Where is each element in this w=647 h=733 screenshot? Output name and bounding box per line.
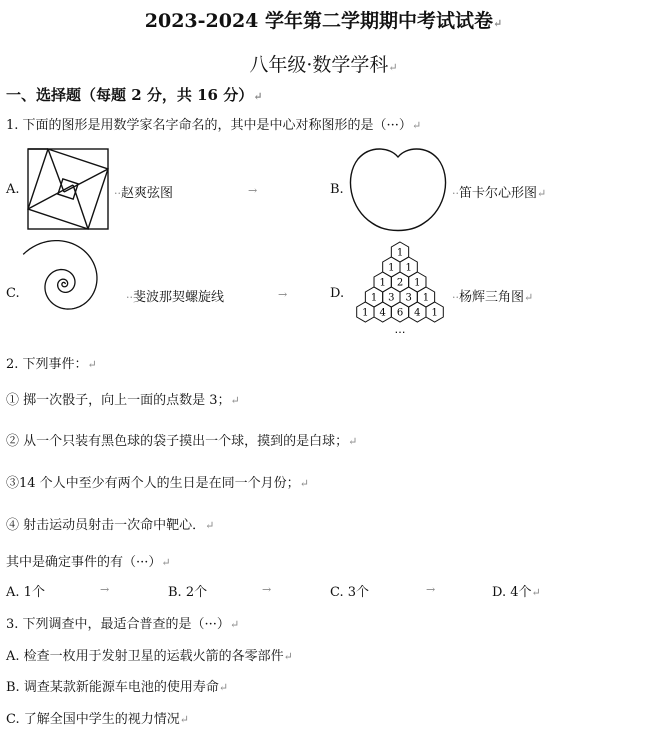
q2-option-b: B. 2个 [168,585,208,600]
zhao-shuang-figure [26,147,110,231]
question-3-stem: 3. 下列调查中，最适合普查的是（···）↵ [6,617,240,632]
pascal-hex-value: 1 [379,277,386,289]
q1-option-a-caption: ··赵爽弦图 [114,186,174,201]
exam-subtitle: 八年级·数学学科↵ [249,54,398,76]
tab-mark: → [248,184,258,197]
pascal-hex-value: 1 [431,307,438,319]
q2-event-3: ③14 个人中至少有两个人的生日是在同一个月份；↵ [6,476,309,491]
tab-mark: → [100,583,110,596]
q1-option-b-label: B. [330,182,344,197]
pascal-triangle-figure [348,240,452,348]
q1-option-b-caption: ··笛卡尔心形图↵ [452,186,547,201]
q1-option-d-label: D. [330,286,345,301]
q1-option-c-label: C. [6,286,20,301]
tab-mark: → [426,583,436,596]
section-heading: 一、选择题（每题 2 分，共 16 分）↵ [6,86,263,104]
pascal-hex-value: 1 [388,262,395,274]
pascal-hex-value: 1 [414,277,421,289]
tab-mark: → [278,288,288,301]
pascal-ellipsis: … [394,323,406,336]
q2-option-a: A. 1个 [6,585,45,600]
pascal-hex-value: 4 [414,307,421,319]
q2-question: 其中是确定事件的有（···）↵ [6,555,171,570]
cardioid-figure [348,145,448,235]
q1-option-c-caption: ··斐波那契螺旋线 [126,290,225,305]
pascal-hex-value: 1 [362,307,369,319]
q2-option-c: C. 3个 [330,585,370,600]
q1-option-a-label: A. [6,182,20,197]
q1-option-d-caption: ··杨辉三角图↵ [452,290,534,305]
question-1-stem: 1. 下面的图形是用数学家名字命名的，其中是中心对称图形的是（···）↵ [6,118,422,133]
pascal-hex-value: 1 [396,247,404,259]
q3-option-b: B. 调查某款新能源车电池的使用寿命↵ [6,680,229,695]
pascal-hex-value: 3 [405,292,412,304]
q3-option-a: A. 检查一枚用于发射卫星的运载火箭的各零部件↵ [6,649,293,664]
question-2-stem: 2. 下列事件：↵ [6,357,97,372]
fibonacci-spiral-figure [24,252,124,334]
q2-event-1: ① 掷一次骰子，向上一面的点数是 3；↵ [6,393,240,408]
exam-title: 2023-2024 学年第二学期期中考试试卷↵ [144,10,503,32]
pascal-hex-value: 4 [379,307,386,319]
pascal-hex-value: 1 [405,262,412,274]
pascal-hex-value: 1 [370,292,378,304]
pascal-hex-value: 3 [388,292,395,304]
tab-mark: → [262,583,272,596]
pascal-hex-value: 1 [422,292,430,304]
q2-event-4: ④ 射击运动员射击一次命中靶心．↵ [6,518,215,533]
pascal-hex-value: 6 [396,307,404,319]
q2-event-2: ② 从一个只装有黑色球的袋子摸出一个球，摸到的是白球；↵ [6,434,358,449]
q3-option-c: C. 了解全国中学生的视力情况↵ [6,712,189,727]
pascal-hex-value: 2 [396,277,404,289]
q2-option-d: D. 4个↵ [492,585,541,600]
